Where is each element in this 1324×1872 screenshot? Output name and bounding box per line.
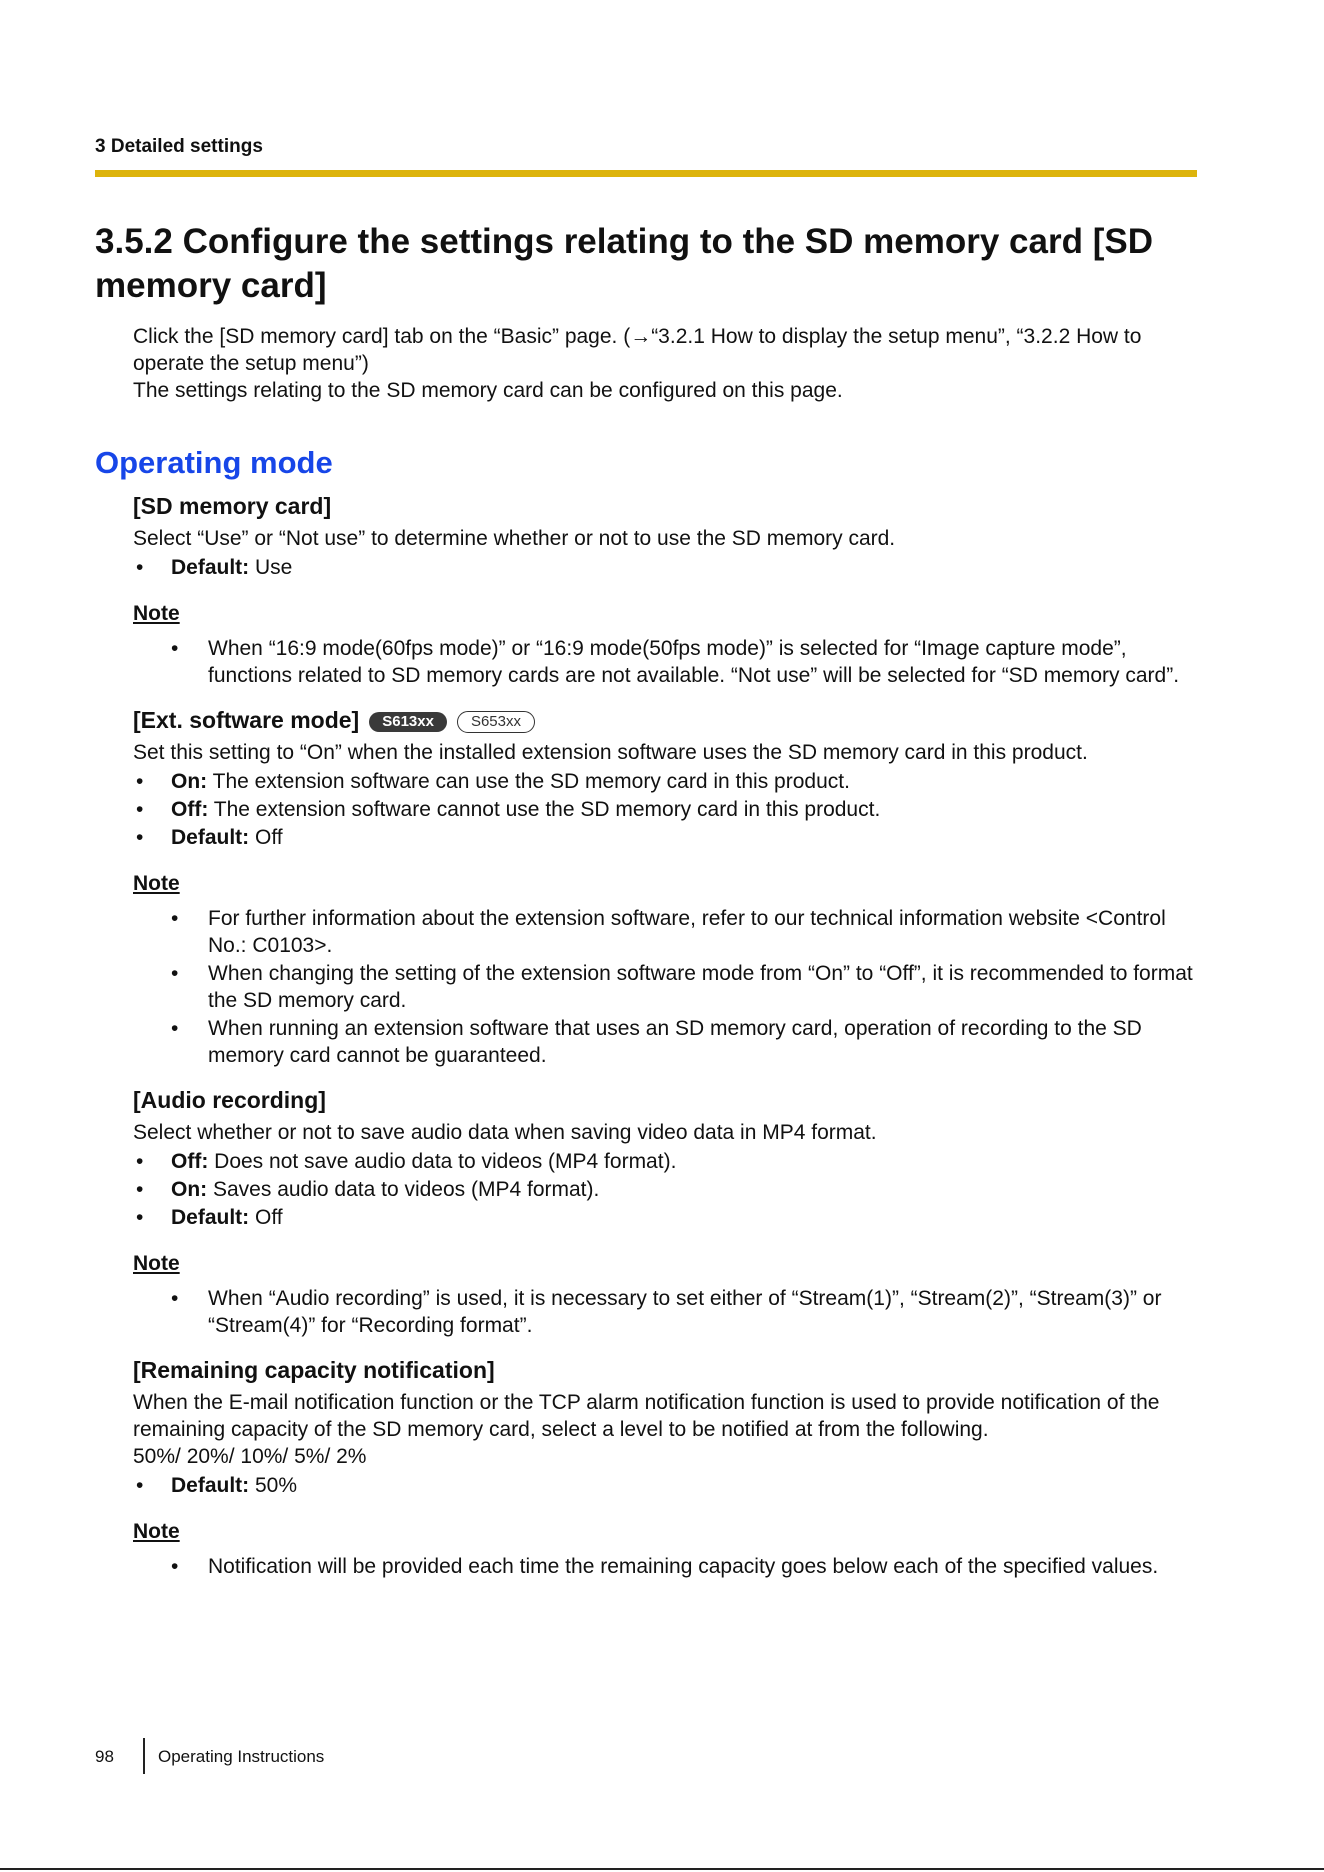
header-rule bbox=[95, 170, 1197, 177]
option-label: Default: bbox=[171, 1474, 250, 1497]
audio-recording-desc: Select whether or not to save audio data when saving video data in MP4 format. bbox=[133, 1121, 877, 1144]
sd-memory-card-desc: Select “Use” or “Not use” to determine whether or not to use the SD memory card. bbox=[133, 527, 896, 550]
audio-recording-options bbox=[133, 1148, 1205, 1232]
option-item bbox=[133, 554, 1205, 582]
spacer bbox=[133, 1070, 1205, 1085]
page-bottom-rule bbox=[0, 1868, 1324, 1870]
option-item bbox=[133, 796, 1205, 824]
remaining-capacity-section bbox=[133, 1355, 1205, 1580]
option-text: Does not save audio data to videos (MP4 format). bbox=[208, 1150, 677, 1173]
option-label: Default: bbox=[171, 1206, 250, 1229]
audio-recording-section bbox=[133, 1085, 1205, 1339]
note-item: • When “16:9 mode(60fps mode)” or “16:9 mode(50fps mode)” is selected for “Image capture mode”, functions related to SD memory cards are not available. “Not use” will be selected for “SD memory card”. bbox=[133, 635, 1205, 689]
ext-software-mode-heading bbox=[133, 705, 1205, 736]
spacer bbox=[133, 1340, 1205, 1355]
option-text: The extension software can use the SD memory card in this product. bbox=[207, 770, 850, 793]
ext-software-mode-desc: Set this setting to “On” when the installed extension software uses the SD memory card in this product. bbox=[133, 741, 1088, 764]
note-label: Note bbox=[133, 1520, 180, 1543]
sd-memory-card-section bbox=[133, 491, 1205, 689]
note-list bbox=[133, 905, 1205, 1069]
note-label: Note bbox=[133, 872, 180, 895]
chapter-header: 3 Detailed settings bbox=[95, 136, 263, 157]
option-text: The extension software cannot use the SD memory card in this product. bbox=[208, 798, 881, 821]
option-item bbox=[133, 824, 1205, 852]
note-item: • Notification will be provided each time the remaining capacity goes below each of the specified values. bbox=[133, 1553, 1205, 1580]
remaining-capacity-heading: [Remaining capacity notification] bbox=[133, 1357, 495, 1383]
note-list bbox=[133, 1285, 1205, 1339]
spacer bbox=[133, 690, 1205, 705]
page-number: 98 bbox=[95, 1747, 114, 1766]
ext-software-mode-section bbox=[133, 705, 1205, 1069]
ext-software-mode-options bbox=[133, 768, 1205, 852]
option-text: Saves audio data to videos (MP4 format). bbox=[207, 1178, 600, 1201]
remaining-capacity-options bbox=[133, 1472, 1205, 1500]
note-item: • When changing the setting of the extension software mode from “On” to “Off”, it is recommended to format the SD memory card. bbox=[133, 960, 1205, 1014]
section-title: 3.5.2 Configure the settings relating to the SD memory card [SD memory card] bbox=[95, 222, 1153, 305]
footer-divider bbox=[143, 1738, 145, 1774]
intro-text bbox=[133, 323, 1203, 404]
option-label: Default: bbox=[171, 556, 250, 579]
option-item bbox=[133, 1148, 1205, 1176]
option-text: Off bbox=[249, 826, 283, 849]
option-text: Off bbox=[249, 1206, 283, 1229]
sd-memory-card-heading: [SD memory card] bbox=[133, 493, 332, 519]
note-item: • When running an extension software that uses an SD memory card, operation of recording to the SD memory card cannot be guaranteed. bbox=[133, 1015, 1205, 1069]
option-text: 50% bbox=[249, 1474, 298, 1497]
sd-memory-card-options bbox=[133, 554, 1205, 582]
model-badge-s613xx: S613xx bbox=[369, 712, 447, 732]
audio-recording-heading: [Audio recording] bbox=[133, 1087, 326, 1113]
note-label: Note bbox=[133, 1252, 180, 1275]
option-text: Use bbox=[249, 556, 293, 579]
intro-line-1: Click the [SD memory card] tab on the “Basic” page. (→“3.2.1 How to display the setup menu”, “3.2.2 How to operate the setup menu”) bbox=[133, 325, 1142, 375]
footer-doc-title: Operating Instructions bbox=[158, 1747, 325, 1766]
note-list bbox=[133, 635, 1205, 689]
option-label: On: bbox=[171, 770, 208, 793]
settings-content bbox=[133, 491, 1205, 1581]
note-item: • When “Audio recording” is used, it is necessary to set either of “Stream(1)”, “Stream(2)”, “Stream(3)” or “Stream(4)” for “Recording format”. bbox=[133, 1285, 1205, 1339]
intro-line-2: The settings relating to the SD memory card can be configured on this page. bbox=[133, 379, 843, 402]
option-item bbox=[133, 1472, 1205, 1500]
note-item: • For further information about the extension software, refer to our technical information website <Control No.: C0103>. bbox=[133, 905, 1205, 959]
operating-mode-heading: Operating mode bbox=[95, 445, 333, 480]
option-item bbox=[133, 768, 1205, 796]
ext-software-mode-title: [Ext. software mode] bbox=[133, 707, 360, 733]
model-badge-s653xx: S653xx bbox=[457, 711, 535, 733]
option-label: Off: bbox=[171, 1150, 209, 1173]
option-item bbox=[133, 1176, 1205, 1204]
note-list bbox=[133, 1553, 1205, 1580]
remaining-capacity-desc: When the E-mail notification function or the TCP alarm notification function is used to provide notification of the remaining capacity of the SD memory card, select a level to be notified at from the following. bbox=[133, 1391, 1160, 1441]
option-label: On: bbox=[171, 1178, 208, 1201]
option-label: Off: bbox=[171, 798, 209, 821]
remaining-capacity-levels: 50%/ 20%/ 10%/ 5%/ 2% bbox=[133, 1445, 367, 1468]
option-item bbox=[133, 1204, 1205, 1232]
note-label: Note bbox=[133, 602, 180, 625]
option-label: Default: bbox=[171, 826, 250, 849]
